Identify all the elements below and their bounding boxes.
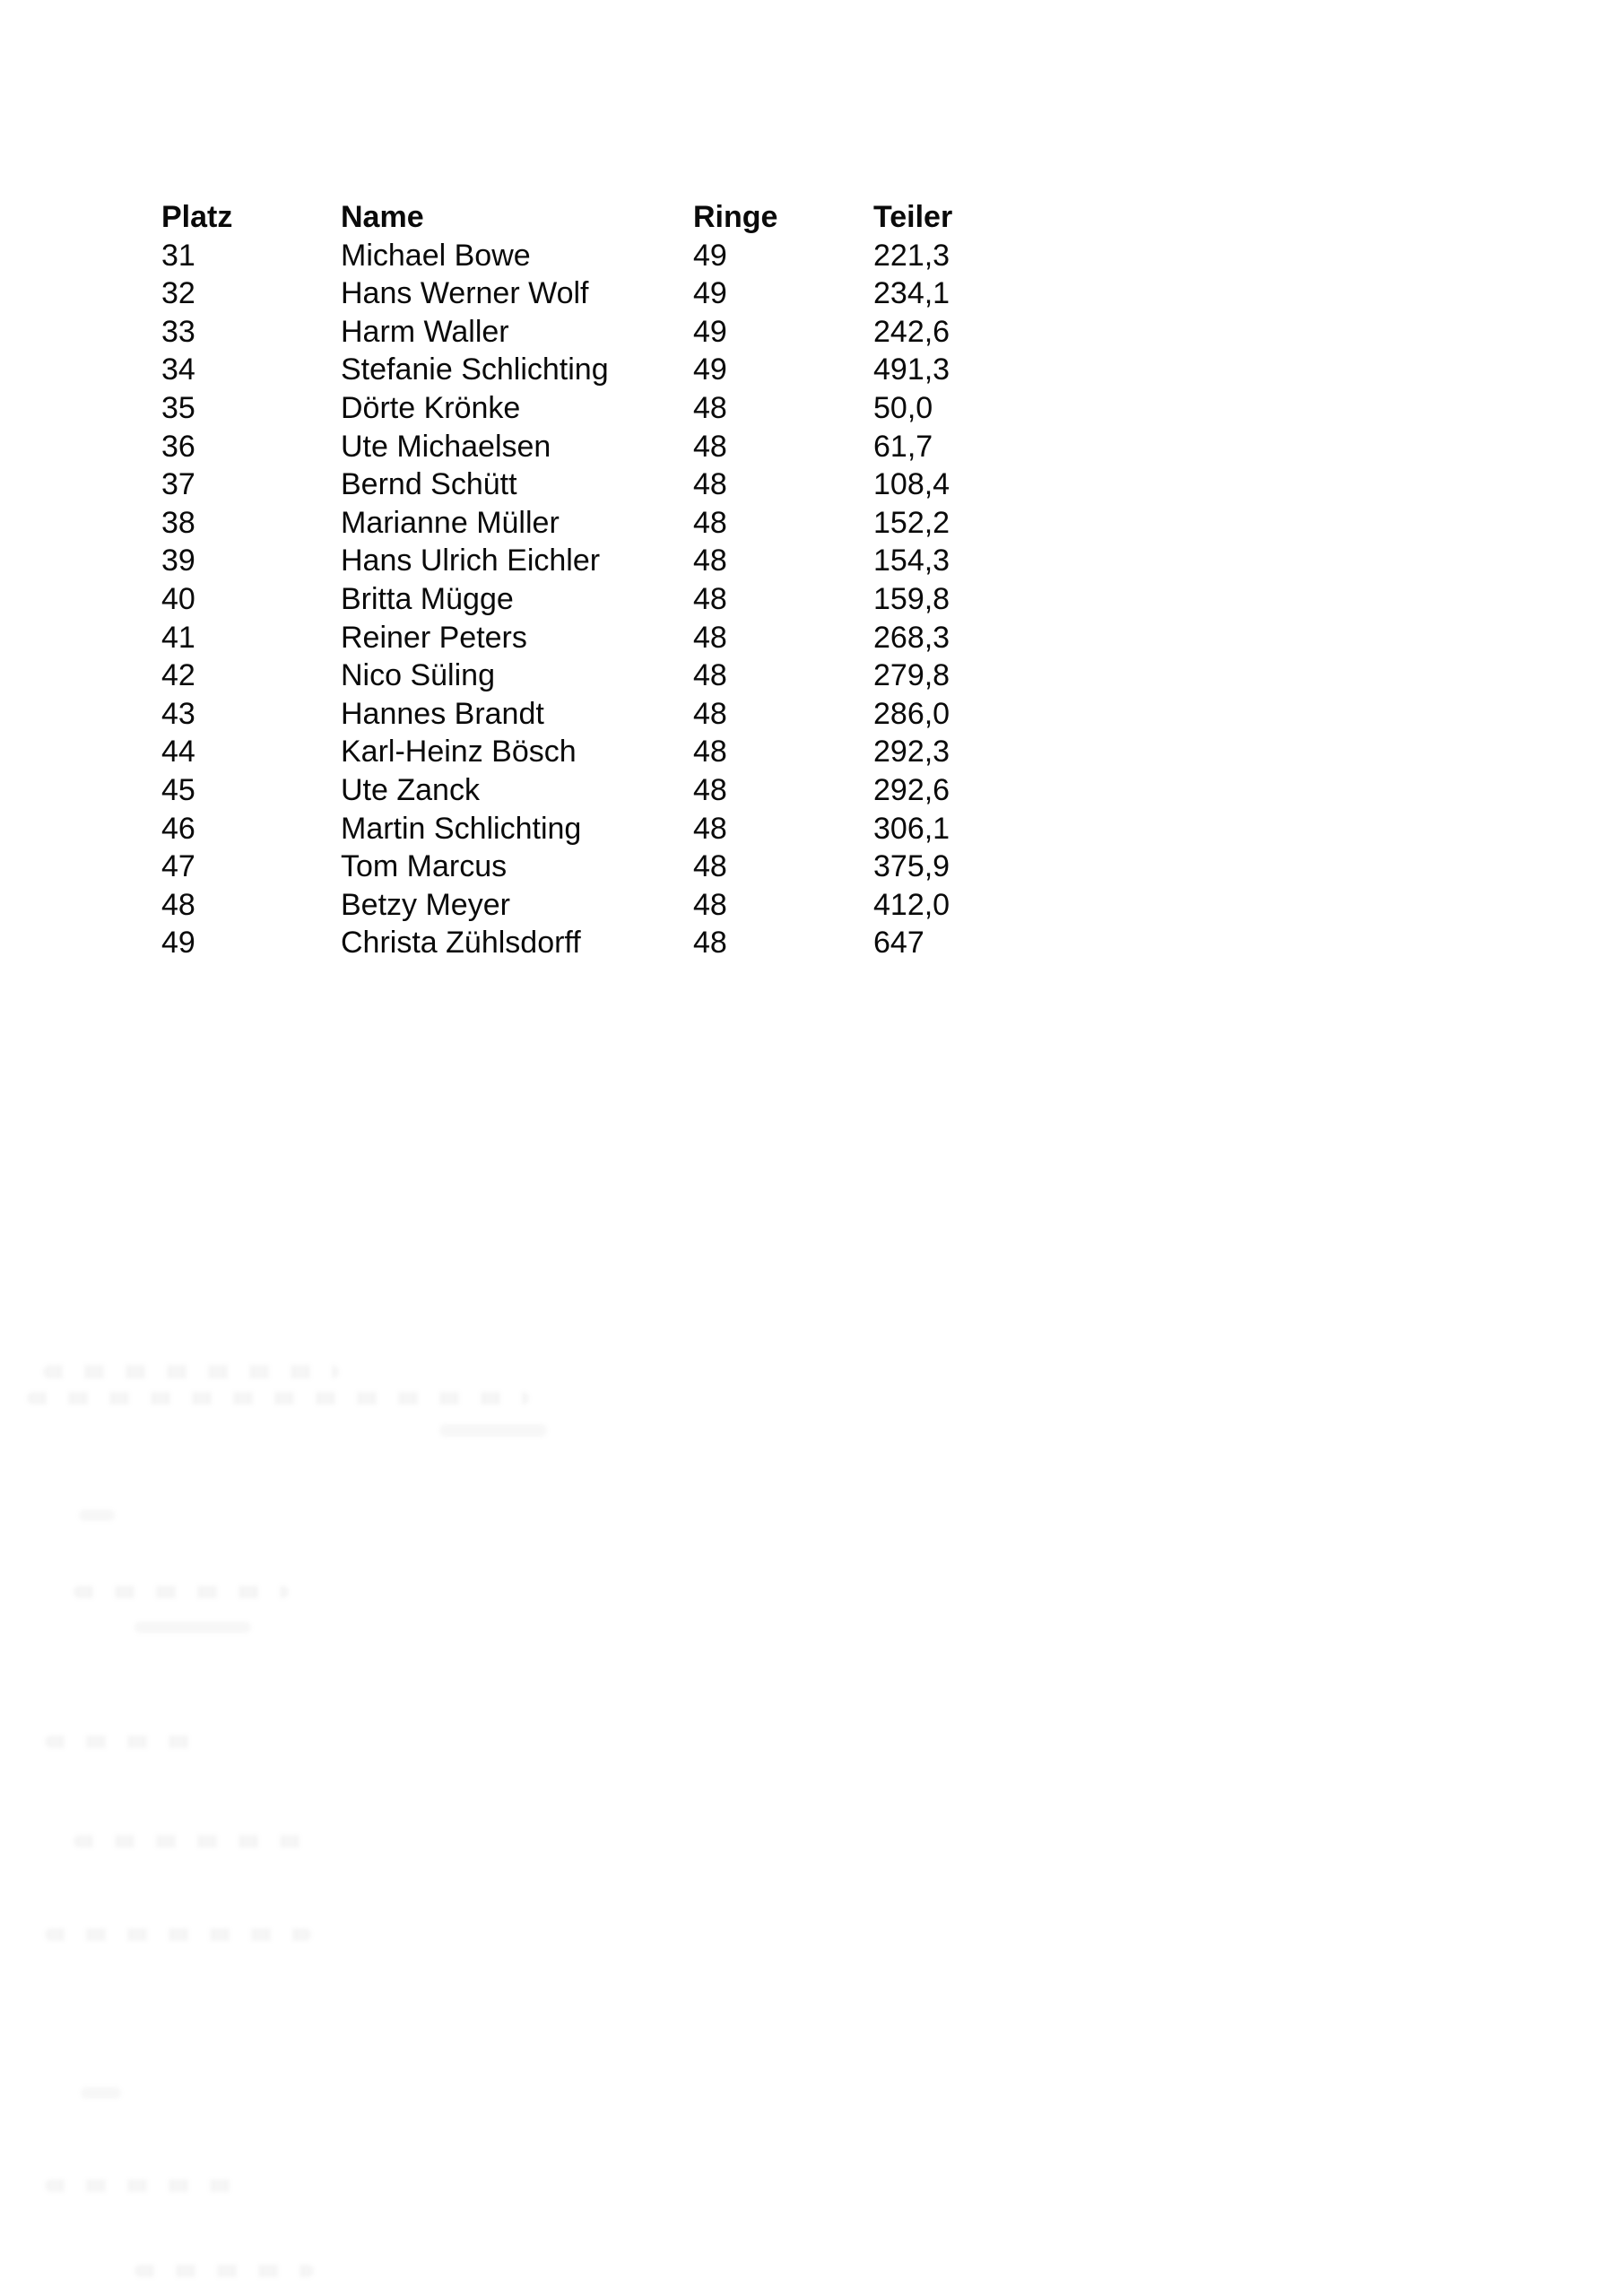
- ringe-cell: 48: [693, 926, 727, 961]
- scan-artifact: [81, 2087, 121, 2099]
- ringe-cell: 48: [693, 544, 727, 578]
- table-body: [161, 237, 1053, 962]
- teiler-cell: 412,0: [873, 887, 950, 922]
- ringe-cell: 48: [693, 658, 727, 693]
- name-cell: Bernd Schütt: [341, 467, 517, 502]
- teiler-cell: 292,3: [873, 735, 950, 770]
- table-header-row: [161, 198, 1053, 237]
- platz-cell: 41: [161, 620, 195, 655]
- ringe-cell: 49: [693, 314, 727, 349]
- platz-cell: 32: [161, 276, 195, 311]
- teiler-cell: 306,1: [873, 811, 950, 846]
- platz-cell: 48: [161, 887, 195, 922]
- name-cell: Michael Bowe: [341, 238, 531, 273]
- scan-artifact: [27, 1392, 529, 1405]
- platz-cell: 31: [161, 238, 195, 273]
- platz-cell: 47: [161, 849, 195, 884]
- teiler-cell: 491,3: [873, 352, 950, 387]
- ringe-cell: 48: [693, 887, 727, 922]
- column-header-ringe: Ringe: [693, 200, 778, 234]
- name-cell: Hans Werner Wolf: [341, 276, 589, 311]
- ringe-cell: 48: [693, 772, 727, 807]
- name-cell: Dörte Krönke: [341, 390, 521, 425]
- table-row: [161, 733, 1053, 771]
- teiler-cell: 242,6: [873, 314, 950, 349]
- teiler-cell: 159,8: [873, 581, 950, 616]
- ringe-cell: 48: [693, 467, 727, 502]
- teiler-cell: 154,3: [873, 544, 950, 578]
- table-row: [161, 810, 1053, 848]
- table-row: [161, 619, 1053, 657]
- name-cell: Hannes Brandt: [341, 696, 544, 731]
- name-cell: Harm Waller: [341, 314, 509, 349]
- scan-artifact: [45, 2179, 251, 2192]
- teiler-cell: 234,1: [873, 276, 950, 311]
- teiler-cell: 108,4: [873, 467, 950, 502]
- name-cell: Nico Süling: [341, 658, 495, 693]
- scan-artifact: [79, 1509, 115, 1521]
- platz-cell: 37: [161, 467, 195, 502]
- platz-cell: 44: [161, 735, 195, 770]
- platz-cell: 39: [161, 544, 195, 578]
- scan-artifact: [74, 1586, 289, 1598]
- scan-artifact: [135, 1622, 251, 1633]
- table-row: [161, 542, 1053, 580]
- name-cell: Karl-Heinz Bösch: [341, 735, 577, 770]
- teiler-cell: 647: [873, 926, 924, 961]
- table-row: [161, 695, 1053, 734]
- teiler-cell: 221,3: [873, 238, 950, 273]
- table-row: [161, 504, 1053, 543]
- ringe-cell: 48: [693, 696, 727, 731]
- column-header-platz: Platz: [161, 200, 233, 234]
- platz-cell: 49: [161, 926, 195, 961]
- table-row: [161, 428, 1053, 466]
- name-cell: Reiner Peters: [341, 620, 527, 655]
- ringe-cell: 48: [693, 620, 727, 655]
- platz-cell: 35: [161, 390, 195, 425]
- scan-artifact: [43, 1365, 339, 1378]
- teiler-cell: 292,6: [873, 772, 950, 807]
- scan-artifact: [74, 1835, 311, 1848]
- ringe-cell: 48: [693, 811, 727, 846]
- name-cell: Martin Schlichting: [341, 811, 582, 846]
- table-row: [161, 924, 1053, 962]
- results-table: [161, 198, 1053, 962]
- name-cell: Britta Mügge: [341, 581, 514, 616]
- teiler-cell: 152,2: [873, 505, 950, 540]
- scan-artifact: [45, 1928, 311, 1941]
- name-cell: Stefanie Schlichting: [341, 352, 609, 387]
- name-cell: Christa Zühlsdorff: [341, 926, 581, 961]
- scan-artifact: [45, 1735, 193, 1748]
- ringe-cell: 49: [693, 276, 727, 311]
- platz-cell: 43: [161, 696, 195, 731]
- name-cell: Ute Michaelsen: [341, 429, 551, 464]
- platz-cell: 40: [161, 581, 195, 616]
- name-cell: Ute Zanck: [341, 772, 480, 807]
- platz-cell: 33: [161, 314, 195, 349]
- ringe-cell: 48: [693, 505, 727, 540]
- name-cell: Marianne Müller: [341, 505, 560, 540]
- table-row: [161, 237, 1053, 275]
- table-row: [161, 351, 1053, 389]
- teiler-cell: 50,0: [873, 390, 933, 425]
- column-header-teiler: Teiler: [873, 200, 953, 234]
- ringe-cell: 48: [693, 735, 727, 770]
- table-row: [161, 313, 1053, 352]
- table-row: [161, 657, 1053, 695]
- table-row: [161, 771, 1053, 810]
- platz-cell: 38: [161, 505, 195, 540]
- ringe-cell: 49: [693, 238, 727, 273]
- name-cell: Hans Ulrich Eichler: [341, 544, 601, 578]
- scan-artifact: [135, 2265, 314, 2277]
- column-header-name: Name: [341, 200, 424, 234]
- teiler-cell: 61,7: [873, 429, 933, 464]
- table-row: [161, 389, 1053, 428]
- platz-cell: 34: [161, 352, 195, 387]
- ringe-cell: 49: [693, 352, 727, 387]
- teiler-cell: 268,3: [873, 620, 950, 655]
- table-row: [161, 848, 1053, 886]
- table-row: [161, 886, 1053, 925]
- ringe-cell: 48: [693, 849, 727, 884]
- teiler-cell: 286,0: [873, 696, 950, 731]
- ringe-cell: 48: [693, 390, 727, 425]
- name-cell: Tom Marcus: [341, 849, 508, 884]
- table-row: [161, 465, 1053, 504]
- table-row: [161, 274, 1053, 313]
- scan-artifact: [439, 1424, 547, 1437]
- name-cell: Betzy Meyer: [341, 887, 510, 922]
- teiler-cell: 375,9: [873, 849, 950, 884]
- ringe-cell: 48: [693, 429, 727, 464]
- platz-cell: 46: [161, 811, 195, 846]
- platz-cell: 36: [161, 429, 195, 464]
- table-row: [161, 580, 1053, 619]
- platz-cell: 45: [161, 772, 195, 807]
- platz-cell: 42: [161, 658, 195, 693]
- ringe-cell: 48: [693, 581, 727, 616]
- teiler-cell: 279,8: [873, 658, 950, 693]
